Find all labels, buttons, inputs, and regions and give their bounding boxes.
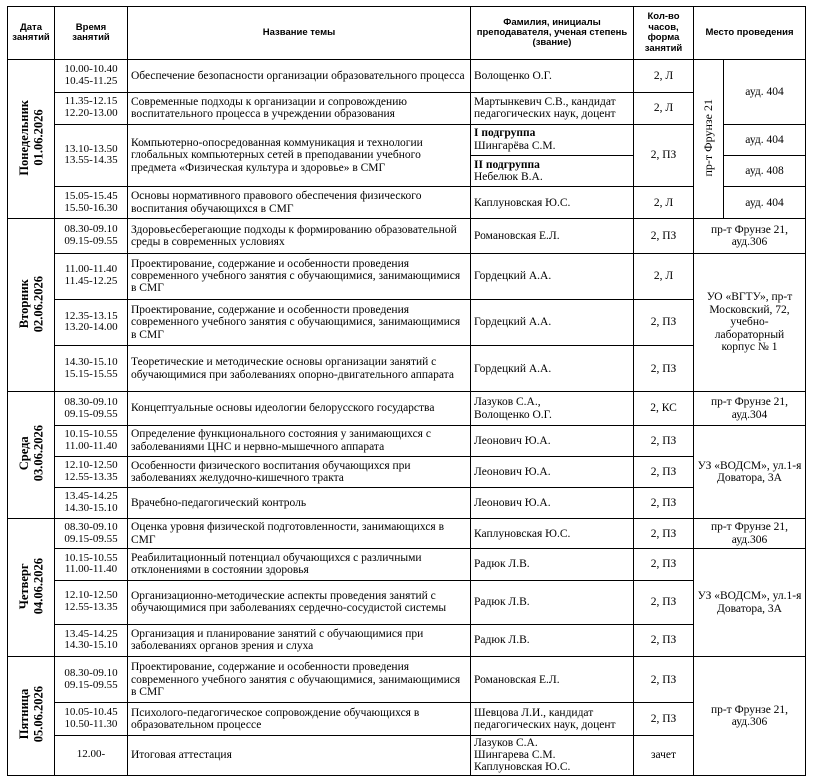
place-cell: УЗ «ВОДСМ», ул.1-я Доватора, 3А xyxy=(694,549,806,657)
topic-cell: Проектирование, содержание и особенности проведения современного учебного занятия с обучающимися, занимающимися в СМГ xyxy=(128,657,471,703)
day-cell-wednesday: Среда 03.06.2026 xyxy=(8,392,55,519)
teacher-cell: Гордецкий А.А. xyxy=(471,346,634,392)
table-row xyxy=(8,346,806,392)
place-building: пр-т Фрунзе 21 xyxy=(694,60,724,219)
hours-cell: 2, ПЗ xyxy=(634,519,694,549)
place-cell: пр-т Фрунзе 21, ауд.306 xyxy=(694,519,806,549)
table-row xyxy=(8,657,806,703)
header-hours: Кол-во часов, форма занятий xyxy=(634,7,694,60)
topic-cell: Обеспечение безопасности организации образовательного процесса xyxy=(128,60,471,92)
schedule-table xyxy=(7,6,806,776)
topic-cell: Организация и планирование занятий с обучающимися при заболеваниях органов зрения и слуха xyxy=(128,624,471,656)
hours-cell: 2, Л xyxy=(634,253,694,299)
time-cell: 12.10-12.50 12.55-13.35 xyxy=(55,456,128,487)
time-cell: 12.10-12.50 12.55-13.35 xyxy=(55,580,128,624)
table-row xyxy=(8,456,806,487)
hours-cell: 2, Л xyxy=(634,187,694,219)
teacher-cell: Радюк Л.В. xyxy=(471,549,634,580)
place-cell: УЗ «ВОДСМ», ул.1-я Доватора, 3А xyxy=(694,425,806,519)
time-cell: 08.30-09.10 09.15-09.55 xyxy=(55,519,128,549)
topic-cell: Психолого-педагогическое сопровождение обучающихся в образовательном процессе xyxy=(128,703,471,735)
teacher-cell: Волощенко О.Г. xyxy=(471,60,634,92)
teacher-cell: Романовская Е.Л. xyxy=(471,219,634,253)
topic-cell: Реабилитационный потенциал обучающихся с различными отклонениями в состоянии здоровья xyxy=(128,549,471,580)
time-cell: 10.15-10.55 11.00-11.40 xyxy=(55,549,128,580)
time-cell: 12.00- xyxy=(55,735,128,775)
day-cell-tuesday: Вторник 02.06.2026 xyxy=(8,219,55,392)
place-cell: пр-т Фрунзе 21, ауд.306 xyxy=(694,657,806,776)
hours-cell: 2, Л xyxy=(634,60,694,92)
table-row xyxy=(8,124,806,155)
teacher-cell: Гордецкий А.А. xyxy=(471,299,634,345)
hours-cell: 2, ПЗ xyxy=(634,624,694,656)
header-time: Время занятий xyxy=(55,7,128,60)
place-cell: УО «ВГТУ», пр-т Московский, 72, учебно-лабораторный корпус № 1 xyxy=(694,253,806,392)
time-cell: 08.30-09.10 09.15-09.55 xyxy=(55,657,128,703)
hours-cell: 2, ПЗ xyxy=(634,657,694,703)
day-cell-friday: Пятница 05.06.2026 xyxy=(8,657,55,776)
table-row xyxy=(8,703,806,735)
teacher-cell: Леонович Ю.А. xyxy=(471,456,634,487)
table-row xyxy=(8,624,806,656)
topic-cell: Компьютерно-опосредованная коммуникация и технологии глобальных компьютерных сетей в преподавании учебного предмета «Физическая культура и здоровье» в СМГ xyxy=(128,124,471,186)
table-row xyxy=(8,187,806,219)
topic-cell: Особенности физического воспитания обучающихся при заболеваниях желудочно-кишечного тракта xyxy=(128,456,471,487)
teacher-cell: Гордецкий А.А. xyxy=(471,253,634,299)
place-room: ауд. 408 xyxy=(724,155,806,186)
teacher-cell: Лазуков С.А. Шингарева С.М. Каплуновская Ю.С. xyxy=(471,735,634,775)
place-room: ауд. 404 xyxy=(724,60,806,124)
topic-cell: Организационно-методические аспекты проведения занятий с обучающимися при заболеваниях сердечно-сосудистой системы xyxy=(128,580,471,624)
time-cell: 12.35-13.15 13.20-14.00 xyxy=(55,299,128,345)
table-row xyxy=(8,425,806,456)
topic-cell: Проектирование, содержание и особенности проведения современного учебного занятия с обучающимися, занимающимися в СМГ xyxy=(128,299,471,345)
hours-cell: 2, ПЗ xyxy=(634,549,694,580)
topic-cell: Определение функционального состояния у занимающихся с заболеваниями ЦНС и нервно-мышечного аппарата xyxy=(128,425,471,456)
topic-cell: Оценка уровня физической подготовленности, занимающихся в СМГ xyxy=(128,519,471,549)
time-cell: 14.30-15.10 15.15-15.55 xyxy=(55,346,128,392)
header-date: Дата занятий xyxy=(8,7,55,60)
topic-cell: Основы нормативного правового обеспечения физического воспитания обучающихся в СМГ xyxy=(128,187,471,219)
topic-cell: Концептуальные основы идеологии белорусского государства xyxy=(128,392,471,425)
hours-cell: 2, ПЗ xyxy=(634,346,694,392)
table-row xyxy=(8,392,806,425)
hours-cell: 2, ПЗ xyxy=(634,703,694,735)
table-row xyxy=(8,219,806,253)
time-cell: 15.05-15.45 15.50-16.30 xyxy=(55,187,128,219)
table-row xyxy=(8,253,806,299)
header-topic: Название темы xyxy=(128,7,471,60)
hours-cell: 2, ПЗ xyxy=(634,299,694,345)
day-cell-monday: Понедельник 01.06.2026 xyxy=(8,60,55,219)
table-row xyxy=(8,60,806,92)
table-row xyxy=(8,549,806,580)
table-row xyxy=(8,299,806,345)
teacher-cell: Каплуновская Ю.С. xyxy=(471,519,634,549)
time-cell: 13.45-14.25 14.30-15.10 xyxy=(55,488,128,519)
teacher-cell: Леонович Ю.А. xyxy=(471,488,634,519)
header-place: Место проведения xyxy=(694,7,806,60)
time-cell: 10.00-10.40 10.45-11.25 xyxy=(55,60,128,92)
topic-cell: Современные подходы к организации и сопровождению воспитательного процесса в учреждении образования xyxy=(128,92,471,124)
hours-cell: зачет xyxy=(634,735,694,775)
teacher-cell-subgroup-2: II подгруппа Небелюк В.А. xyxy=(471,155,634,186)
teacher-cell-subgroup-1: I подгруппа Шингарёва С.М. xyxy=(471,124,634,155)
hours-cell: 2, ПЗ xyxy=(634,219,694,253)
table-row xyxy=(8,735,806,775)
time-cell: 08.30-09.10 09.15-09.55 xyxy=(55,392,128,425)
table-row xyxy=(8,92,806,124)
place-cell: пр-т Фрунзе 21, ауд.306 xyxy=(694,219,806,253)
time-cell: 11.00-11.40 11.45-12.25 xyxy=(55,253,128,299)
time-cell: 13.45-14.25 14.30-15.10 xyxy=(55,624,128,656)
table-row xyxy=(8,488,806,519)
day-cell-thursday: Четверг 04.06.2026 xyxy=(8,519,55,657)
hours-cell: 2, КС xyxy=(634,392,694,425)
time-cell: 10.15-10.55 11.00-11.40 xyxy=(55,425,128,456)
hours-cell: 2, ПЗ xyxy=(634,456,694,487)
time-cell: 10.05-10.45 10.50-11.30 xyxy=(55,703,128,735)
place-cell: пр-т Фрунзе 21, ауд.304 xyxy=(694,392,806,425)
time-cell: 11.35-12.15 12.20-13.00 xyxy=(55,92,128,124)
place-room: ауд. 404 xyxy=(724,187,806,219)
teacher-cell: Мартынкевич С.В., кандидат педагогических наук, доцент xyxy=(471,92,634,124)
topic-cell: Теоретические и методические основы организации занятий с обучающимися при заболеваниях опорно-двигательного аппарата xyxy=(128,346,471,392)
hours-cell: 2, ПЗ xyxy=(634,425,694,456)
header-teacher: Фамилия, инициалы преподавателя, ученая степень (звание) xyxy=(471,7,634,60)
teacher-cell: Леонович Ю.А. xyxy=(471,425,634,456)
topic-cell: Врачебно-педагогический контроль xyxy=(128,488,471,519)
hours-cell: 2, Л xyxy=(634,92,694,124)
teacher-cell: Радюк Л.В. xyxy=(471,580,634,624)
topic-cell: Итоговая аттестация xyxy=(128,735,471,775)
hours-cell: 2, ПЗ xyxy=(634,580,694,624)
teacher-cell: Шевцова Л.И., кандидат педагогических наук, доцент xyxy=(471,703,634,735)
time-cell: 13.10-13.50 13.55-14.35 xyxy=(55,124,128,186)
topic-cell: Проектирование, содержание и особенности проведения современного учебного занятия с обучающимися, занимающимися в СМГ xyxy=(128,253,471,299)
teacher-cell: Радюк Л.В. xyxy=(471,624,634,656)
hours-cell: 2, ПЗ xyxy=(634,488,694,519)
table-row xyxy=(8,580,806,624)
place-room: ауд. 404 xyxy=(724,124,806,155)
teacher-cell: Романовская Е.Л. xyxy=(471,657,634,703)
time-cell: 08.30-09.10 09.15-09.55 xyxy=(55,219,128,253)
teacher-cell: Каплуновская Ю.С. xyxy=(471,187,634,219)
table-row xyxy=(8,519,806,549)
hours-cell: 2, ПЗ xyxy=(634,124,694,186)
topic-cell: Здоровьесберегающие подходы к формированию образовательной среды в современных условиях xyxy=(128,219,471,253)
header-row xyxy=(8,7,806,60)
teacher-cell: Лазуков С.А., Волощенко О.Г. xyxy=(471,392,634,425)
